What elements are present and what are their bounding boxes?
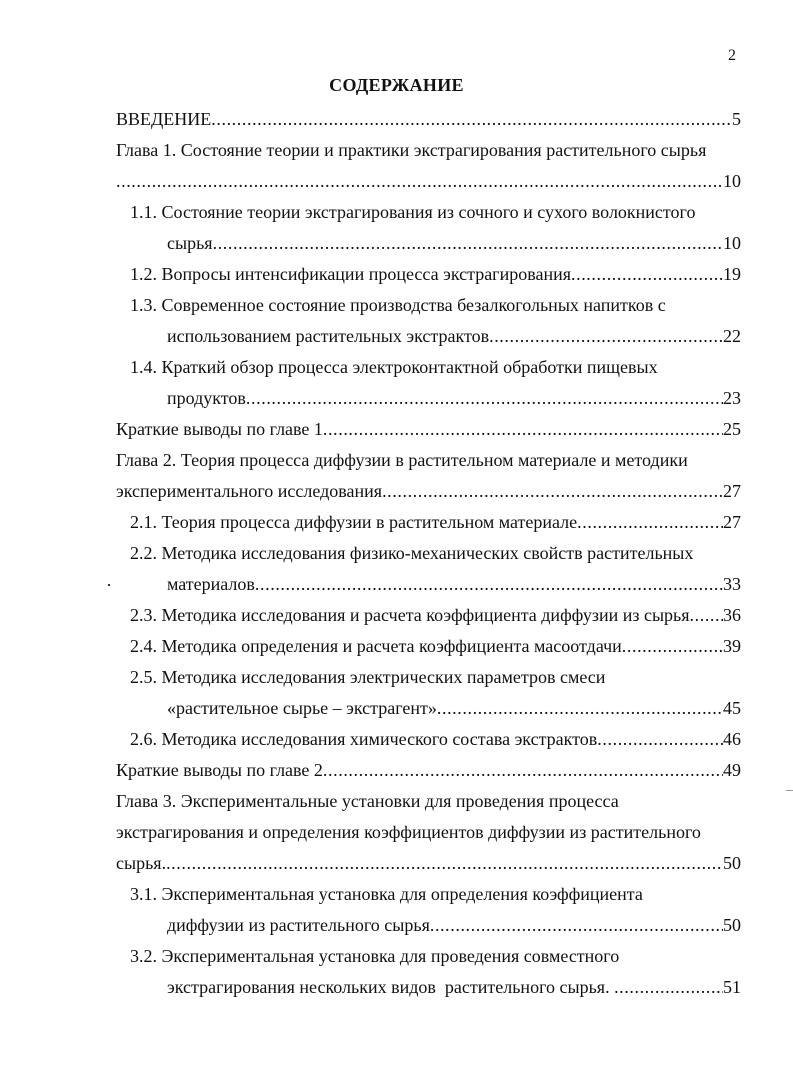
leader-dots: [577, 510, 723, 534]
toc-entry-section-2-1[interactable]: [130, 510, 741, 534]
toc-entry-section-2-3[interactable]: [130, 603, 741, 627]
toc-entry-text: Глава 3. Экспериментальные установки для проведения процесса: [116, 791, 619, 811]
toc-entry-section-2-6[interactable]: [130, 727, 741, 751]
toc-entry-text: материалов: [167, 574, 255, 594]
toc-entry-text: 3.1. Экспериментальная установка для определения коэффициента: [130, 884, 643, 904]
leader-dots: [614, 975, 723, 999]
toc-page-number: 50: [723, 853, 741, 873]
toc-entry-section-1-3-cont[interactable]: [167, 324, 741, 348]
leader-dots: [382, 479, 723, 503]
toc-entry-text: Глава 2. Теория процесса диффузии в растительном материале и методики: [116, 450, 688, 470]
toc-entry-text: Краткие выводы по главе 2: [116, 760, 323, 780]
toc-page-number: 46: [723, 729, 741, 749]
toc-page-number: 5: [732, 109, 741, 129]
toc-entry-text: 1.2. Вопросы интенсификации процесса экстрагирования: [130, 264, 571, 284]
toc-entry-section-2-2-cont[interactable]: [167, 572, 741, 596]
toc-entry-text: 2.5. Методика исследования электрических параметров смеси: [130, 667, 606, 687]
toc-entry-section-3-2-cont[interactable]: [167, 975, 741, 999]
toc-entry-text: 2.4. Методика определения и расчета коэффициента масоотдачи: [130, 636, 622, 656]
toc-page-number: 10: [723, 171, 741, 191]
toc-entry-chapter-3-line2[interactable]: [116, 820, 701, 844]
scan-edge-mark: [786, 790, 793, 791]
toc-entry-text: сырья.: [116, 853, 167, 873]
leader-dots: [323, 417, 723, 441]
toc-entry-section-1-1-cont[interactable]: [167, 231, 741, 255]
toc-page-number: 22: [723, 326, 741, 346]
toc-page-number: 49: [723, 760, 741, 780]
leader-dots: [166, 851, 723, 875]
toc-entry-chapter-3-heading[interactable]: [116, 789, 619, 813]
toc-entry-section-3-1[interactable]: [130, 882, 643, 906]
toc-page-number: 10: [723, 233, 741, 253]
leader-dots: [116, 169, 723, 193]
leader-dots: [437, 696, 723, 720]
leader-dots: [211, 107, 732, 131]
toc-entry-chapter-2-cont[interactable]: [116, 479, 741, 503]
toc-entry-text: использованием растительных экстрактов: [167, 326, 490, 346]
leader-dots: [323, 758, 723, 782]
toc-entry-section-3-2[interactable]: [130, 944, 619, 968]
toc-page-number: 36: [723, 605, 741, 625]
toc-page-number: 51: [723, 977, 741, 997]
toc-entry-text: диффузии из растительного сырья: [167, 915, 430, 935]
toc-entry-intro[interactable]: [116, 107, 741, 131]
toc-page-number: 23: [723, 388, 741, 408]
toc-entry-text: 1.1. Состояние теории экстрагирования из сочного и сухого волокнистого: [130, 202, 696, 222]
toc-entry-text: «растительное сырье – экстрагент»: [167, 698, 437, 718]
toc-entry-chapter-3-line3[interactable]: [116, 851, 741, 875]
toc-page-number: 27: [723, 481, 741, 501]
toc-entry-section-2-2[interactable]: [130, 541, 693, 565]
toc-entry-text: сырья: [167, 233, 213, 253]
toc-entry-text: ВВЕДЕНИЕ: [116, 109, 212, 129]
leader-dots: [430, 913, 723, 937]
toc-entry-text: 3.2. Экспериментальная установка для проведения совместного: [130, 946, 620, 966]
leader-dots: [571, 262, 723, 286]
toc-entry-section-1-1[interactable]: [130, 200, 696, 224]
toc-page-number: 25: [723, 419, 741, 439]
toc-page-number: 19: [723, 264, 741, 284]
page-number: 2: [728, 47, 736, 64]
toc-entry-text: экстрагирования и определения коэффициентов диффузии из растительного: [116, 822, 701, 842]
toc-entry-conclusions-1[interactable]: [116, 417, 741, 441]
toc-entry-section-3-1-cont[interactable]: [167, 913, 741, 937]
toc-page-number: 39: [723, 636, 741, 656]
toc-entry-section-2-5-cont[interactable]: [167, 696, 741, 720]
toc-entry-text: 2.3. Методика исследования и расчета коэффициента диффузии из сырья: [130, 605, 690, 625]
toc-page-number: 33: [723, 574, 741, 594]
toc-entry-chapter-1-leader[interactable]: [116, 169, 741, 193]
toc-entry-section-1-4-cont[interactable]: [167, 386, 741, 410]
toc-entry-text: экстрагирования нескольких видов растительного сырья.: [167, 977, 615, 997]
leader-dots: [690, 603, 723, 627]
toc-entry-text: Глава 1. Состояние теории и практики экстрагирования растительного сырья: [116, 140, 707, 160]
leader-dots: [246, 386, 723, 410]
leader-dots: [622, 634, 723, 658]
toc-entry-text: экспериментального исследования: [116, 481, 383, 501]
toc-entry-text: 2.2. Методика исследования физико-механических свойств растительных: [130, 543, 694, 563]
leader-dots: [489, 324, 723, 348]
toc-entry-conclusions-2[interactable]: [116, 758, 741, 782]
toc-entry-section-1-2[interactable]: [130, 262, 741, 286]
toc-entry-text: продуктов: [167, 388, 246, 408]
toc-entry-text: 1.3. Современное состояние производства безалкогольных напитков с: [130, 295, 666, 315]
toc-entry-text: Краткие выводы по главе 1: [116, 419, 323, 439]
toc-entry-section-1-3[interactable]: [130, 293, 666, 317]
scan-speck: [108, 584, 110, 586]
leader-dots: [597, 727, 723, 751]
toc-entry-section-2-4[interactable]: [130, 634, 741, 658]
leader-dots: [213, 231, 723, 255]
toc-page-number: 50: [723, 915, 741, 935]
toc-entry-chapter-2-heading[interactable]: [116, 448, 688, 472]
toc-entry-section-1-4[interactable]: [130, 355, 658, 379]
toc-entry-text: 2.6. Методика исследования химического состава экстрактов: [130, 729, 598, 749]
toc-page-number: 27: [723, 512, 741, 532]
toc-entry-section-2-5[interactable]: [130, 665, 605, 689]
leader-dots: [255, 572, 723, 596]
toc-entry-text: 1.4. Краткий обзор процесса электроконтактной обработки пищевых: [130, 357, 658, 377]
page-title: СОДЕРЖАНИЕ: [329, 75, 464, 95]
toc-entry-text: 2.1. Теория процесса диффузии в растительном материале: [130, 512, 578, 532]
toc-entry-chapter-1-heading[interactable]: [116, 138, 706, 162]
toc-page-number: 45: [723, 698, 741, 718]
